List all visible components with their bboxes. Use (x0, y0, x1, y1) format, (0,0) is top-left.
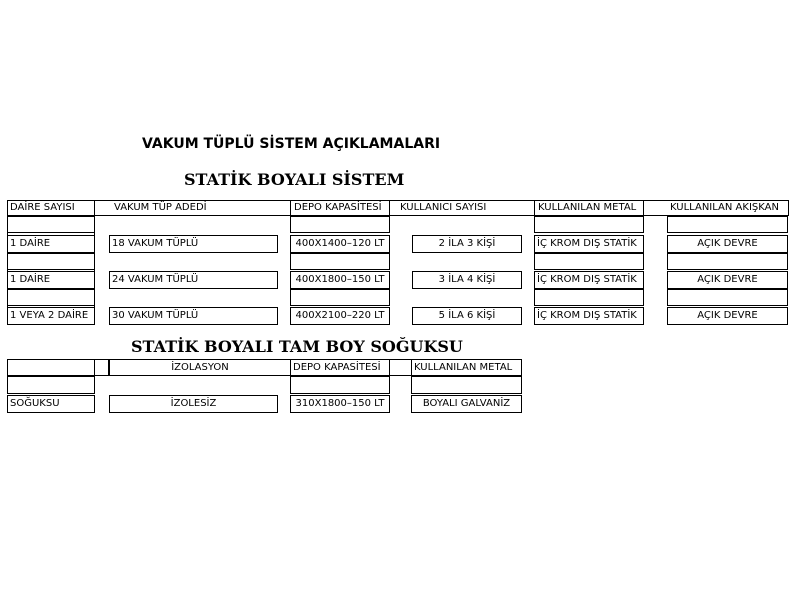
table-cell: 1 DAİRE (7, 271, 95, 289)
table-cell (7, 289, 95, 306)
column-header: DEPO KAPASİTESİ (294, 202, 382, 213)
table-cell: SOĞUKSU (7, 395, 95, 413)
table-cell: AÇIK DEVRE (667, 307, 788, 325)
table-cell: 1 VEYA 2 DAİRE (7, 307, 95, 325)
column-header: İZOLASYON (109, 359, 291, 376)
table-cell (290, 216, 390, 233)
table-cell: İÇ KROM DIŞ STATİK (534, 271, 644, 289)
table-cell (290, 289, 390, 306)
table-cell: 5 İLA 6 KİŞİ (412, 307, 522, 325)
table-cell: 1 DAİRE (7, 235, 95, 253)
table-cell: AÇIK DEVRE (667, 235, 788, 253)
table-cell (534, 253, 644, 270)
column-header: KULLANILAN METAL (411, 359, 522, 376)
table-cell: 24 VAKUM TÜPLÜ (109, 271, 278, 289)
table-rule (534, 200, 535, 216)
page-title: VAKUM TÜPLÜ SİSTEM AÇIKLAMALARI (142, 136, 441, 152)
column-header (7, 359, 95, 376)
table-cell: 2 İLA 3 KİŞİ (412, 235, 522, 253)
table-cell: İÇ KROM DIŞ STATİK (534, 235, 644, 253)
table-cell (411, 376, 522, 394)
table-cell (534, 216, 644, 233)
table-rule (290, 200, 291, 216)
table-rule (94, 200, 95, 216)
table-cell: 3 İLA 4 KİŞİ (412, 271, 522, 289)
table-cell: 18 VAKUM TÜPLÜ (109, 235, 278, 253)
table-cell: İZOLESİZ (109, 395, 278, 413)
table-cell (667, 289, 788, 306)
table-cell: 310X1800–150 LT (290, 395, 390, 413)
table-cell (389, 359, 412, 376)
table-cell (667, 253, 788, 270)
section-title-statik: STATİK BOYALI SİSTEM (184, 170, 405, 189)
table-cell (290, 376, 390, 394)
table-cell: 400X1400–120 LT (290, 235, 390, 253)
table-cell (667, 216, 788, 233)
table-cell (534, 289, 644, 306)
column-header: DEPO KAPASİTESİ (290, 359, 390, 376)
table-cell (290, 253, 390, 270)
table-rule (643, 200, 644, 216)
table-cell (7, 376, 95, 394)
table-cell: 400X2100–220 LT (290, 307, 390, 325)
column-header: KULLANICI SAYISI (400, 202, 487, 213)
table-cell (7, 253, 95, 270)
column-header: KULLANILAN AKIŞKAN (670, 202, 779, 213)
column-header: KULLANILAN METAL (538, 202, 637, 213)
table-rule (389, 200, 390, 216)
table-cell: 30 VAKUM TÜPLÜ (109, 307, 278, 325)
table-rule (788, 200, 789, 216)
section-title-soguksu: STATİK BOYALI TAM BOY SOĞUKSU (131, 337, 463, 356)
column-header: DAİRE SAYISI (10, 202, 75, 213)
table-cell: BOYALI GALVANİZ (411, 395, 522, 413)
table-cell: 400X1800–150 LT (290, 271, 390, 289)
table-cell: AÇIK DEVRE (667, 271, 788, 289)
table-cell (94, 359, 109, 376)
table-cell (7, 216, 95, 233)
table-cell: İÇ KROM DIŞ STATİK (534, 307, 644, 325)
column-header: VAKUM TÜP ADEDİ (114, 202, 207, 213)
